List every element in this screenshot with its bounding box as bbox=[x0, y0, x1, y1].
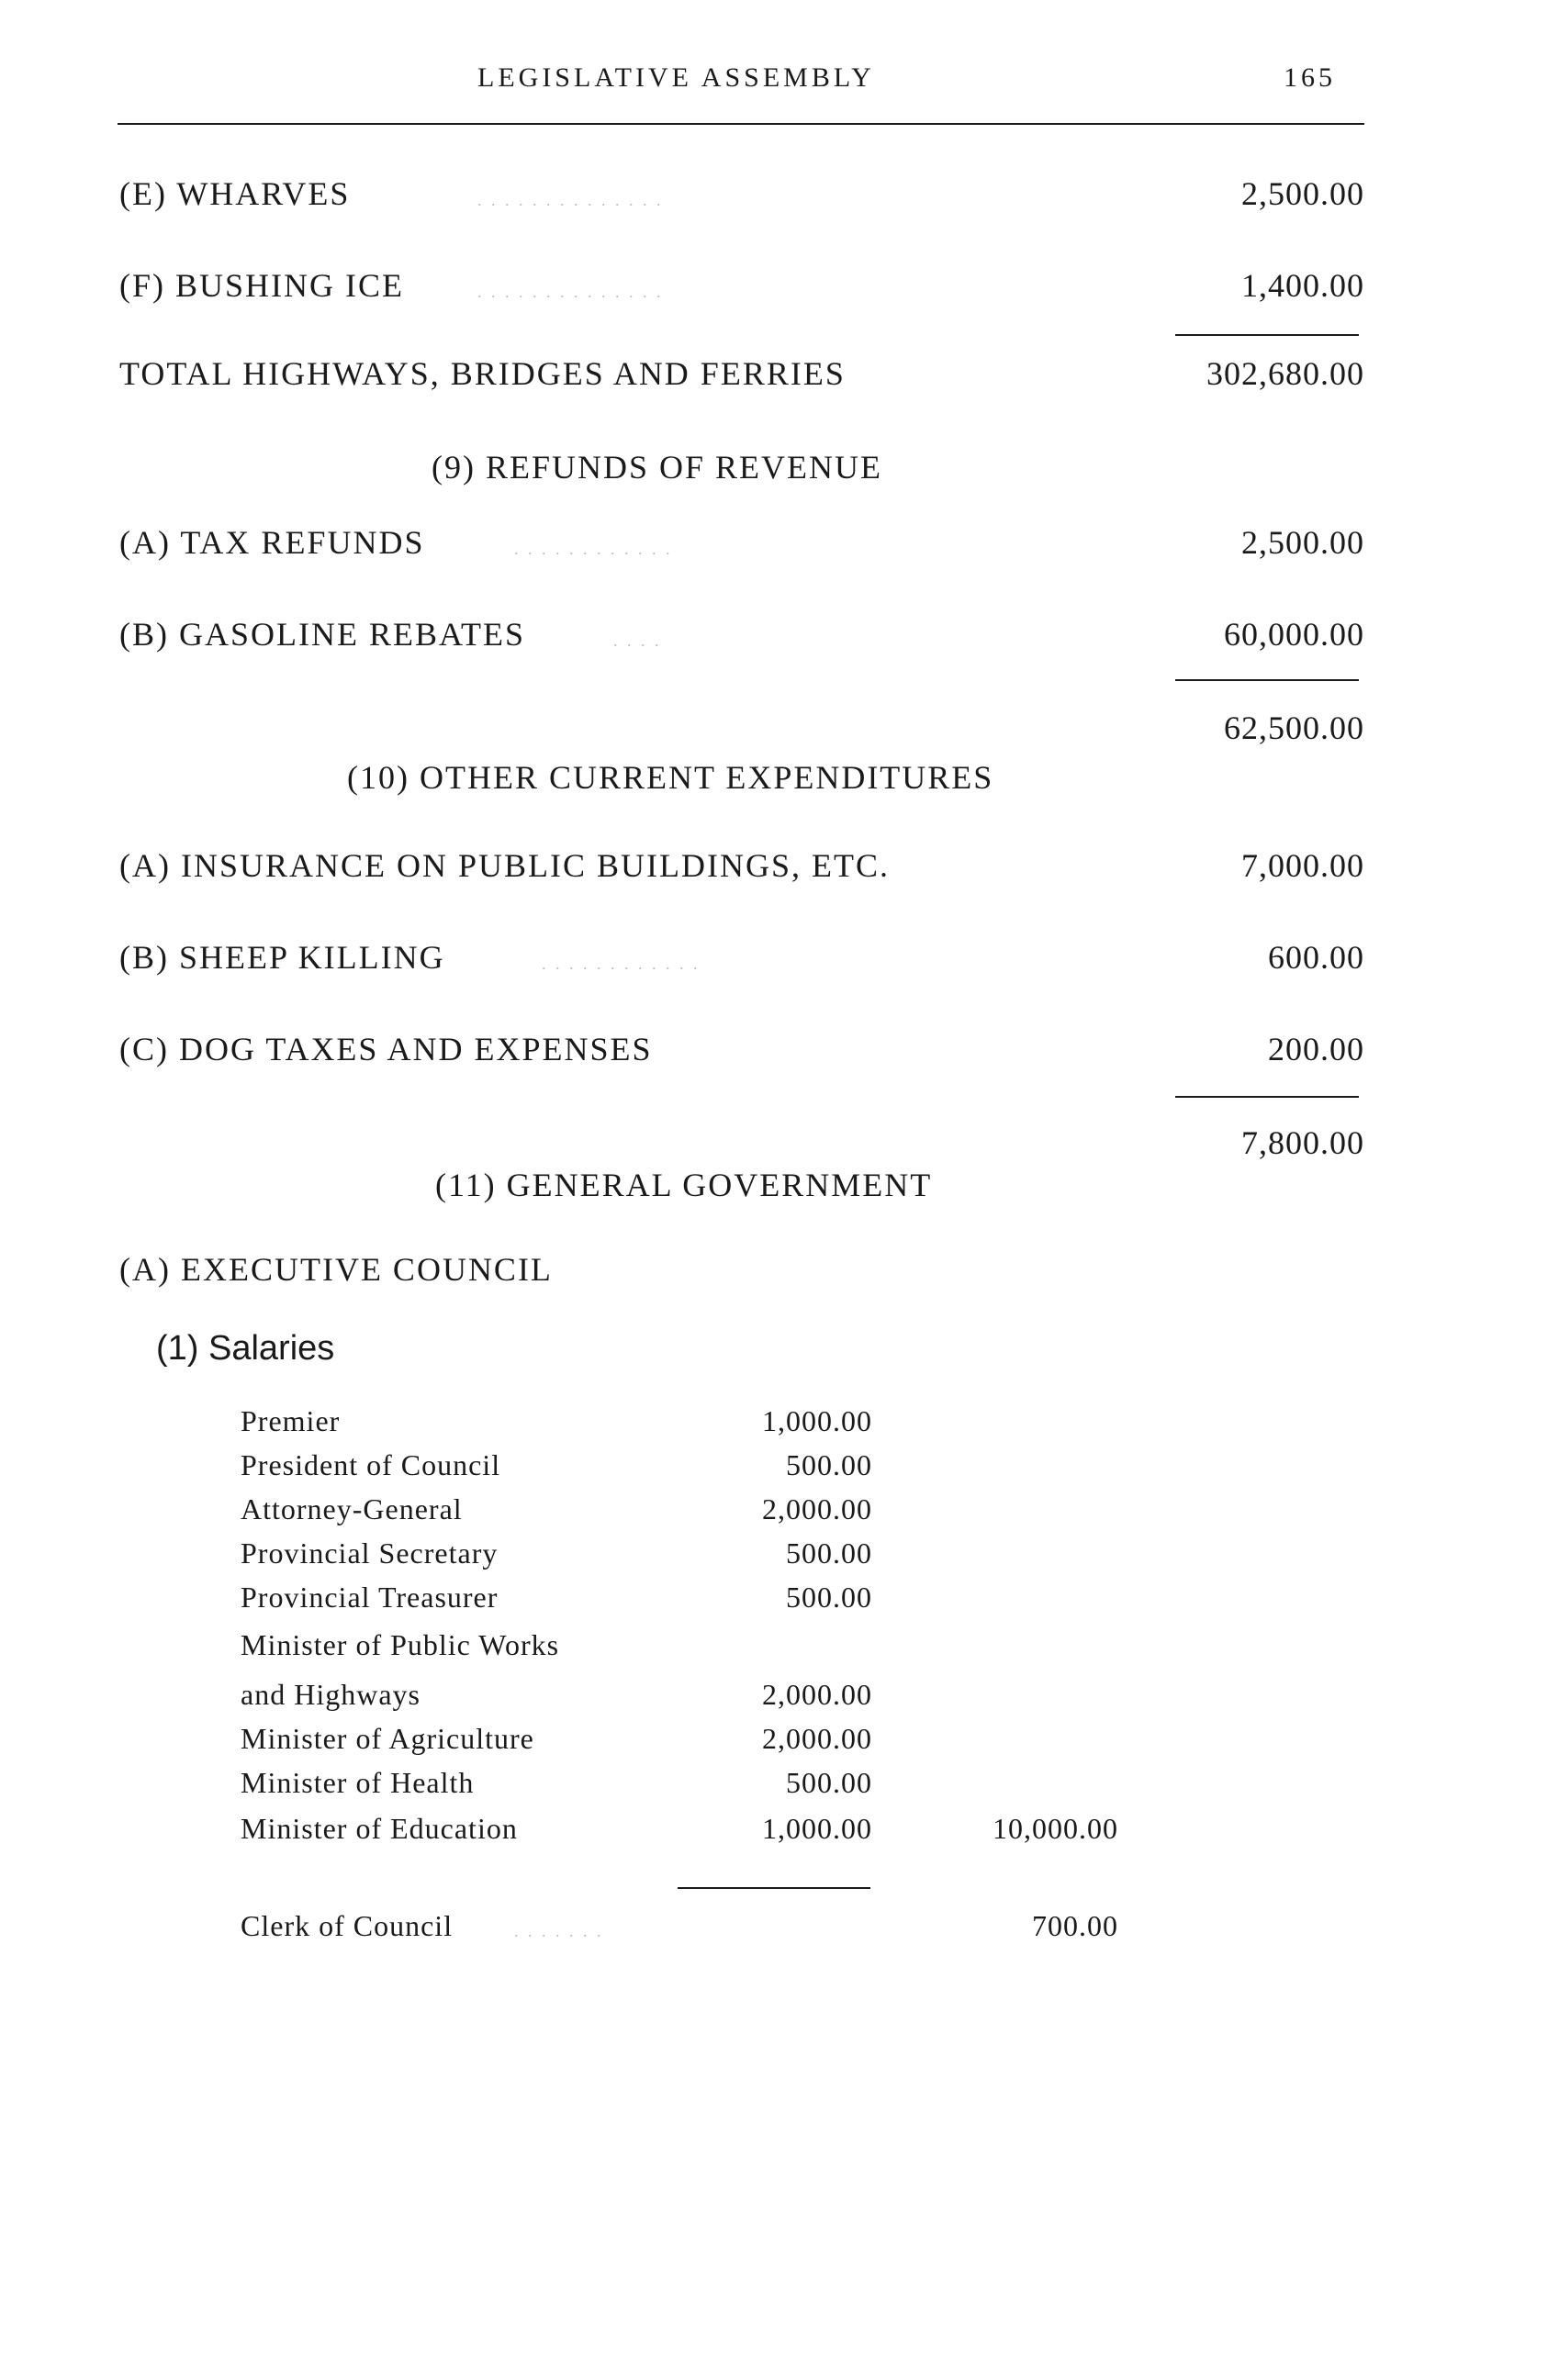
salaries-total: 10,000.00 bbox=[993, 1812, 1118, 1845]
salary-label: Provincial Secretary bbox=[241, 1536, 499, 1570]
clerk-label: Clerk of Council bbox=[241, 1909, 454, 1942]
item-amount: 7,000.00 bbox=[1241, 847, 1364, 884]
salary-label: Minister of Public Works bbox=[241, 1628, 560, 1661]
salary-amount: 500.00 bbox=[786, 1536, 872, 1570]
salary-label: President of Council bbox=[241, 1448, 501, 1481]
item-label: (A) TAX REFUNDS bbox=[119, 524, 425, 561]
dot-leader: . . . . . . . bbox=[514, 1922, 604, 1940]
item-amount: 2,500.00 bbox=[1241, 175, 1364, 212]
total-label: TOTAL HIGHWAYS, BRIDGES AND FERRIES bbox=[119, 355, 846, 392]
item-label: (A) INSURANCE ON PUBLIC BUILDINGS, ETC. bbox=[119, 847, 890, 884]
salary-label: Minister of Health bbox=[241, 1766, 475, 1799]
section-heading: (10) OTHER CURRENT EXPENDITURES bbox=[347, 759, 994, 796]
salaries-label: (1) Salaries bbox=[156, 1329, 335, 1368]
item-amount: 200.00 bbox=[1268, 1031, 1364, 1067]
salary-label: Premier bbox=[241, 1404, 341, 1437]
dot-leader: . . . . . . . . . . . . bbox=[542, 955, 701, 973]
item-amount: 600.00 bbox=[1268, 939, 1364, 976]
total-amount: 302,680.00 bbox=[1206, 355, 1364, 392]
section-heading: (11) GENERAL GOVERNMENT bbox=[435, 1167, 933, 1203]
dot-leader: . . . . . . . . . . . . bbox=[514, 540, 673, 558]
sum-rule bbox=[1175, 334, 1359, 336]
item-label: (C) DOG TAXES AND EXPENSES bbox=[119, 1031, 653, 1067]
item-label: (F) BUSHING ICE bbox=[119, 267, 405, 304]
subtotal-amount: 7,800.00 bbox=[1241, 1124, 1364, 1161]
dot-leader: . . . . . . . . . . . . . . bbox=[477, 191, 664, 209]
salary-label: Provincial Treasurer bbox=[241, 1581, 499, 1614]
page-number: 165 bbox=[1284, 62, 1336, 93]
item-label: (E) WHARVES bbox=[119, 175, 351, 212]
clerk-amount: 700.00 bbox=[1032, 1909, 1118, 1942]
subtotal-amount: 62,500.00 bbox=[1224, 710, 1364, 746]
salary-amount: 2,000.00 bbox=[762, 1492, 872, 1525]
salary-label: Attorney-General bbox=[241, 1492, 463, 1525]
item-label: (B) GASOLINE REBATES bbox=[119, 616, 525, 653]
salary-amount: 1,000.00 bbox=[762, 1812, 872, 1845]
item-label: (B) SHEEP KILLING bbox=[119, 939, 445, 976]
salary-amount: 500.00 bbox=[786, 1448, 872, 1481]
item-amount: 2,500.00 bbox=[1241, 524, 1364, 561]
salary-label: Minister of Agriculture bbox=[241, 1722, 534, 1755]
subsection-heading: (A) EXECUTIVE COUNCIL bbox=[119, 1251, 553, 1288]
sum-rule bbox=[1175, 1096, 1359, 1098]
item-amount: 1,400.00 bbox=[1241, 267, 1364, 304]
running-title: LEGISLATIVE ASSEMBLY bbox=[477, 62, 875, 93]
salary-label: Minister of Education bbox=[241, 1812, 518, 1845]
salary-amount: 1,000.00 bbox=[762, 1404, 872, 1437]
header-rule bbox=[118, 123, 1364, 125]
salary-amount: 2,000.00 bbox=[762, 1722, 872, 1755]
salary-amount: 2,000.00 bbox=[762, 1678, 872, 1711]
salary-amount: 500.00 bbox=[786, 1581, 872, 1614]
sum-rule bbox=[678, 1887, 870, 1889]
salary-label: and Highways bbox=[241, 1678, 421, 1711]
salary-amount: 500.00 bbox=[786, 1766, 872, 1799]
section-heading: (9) REFUNDS OF REVENUE bbox=[432, 449, 883, 486]
dot-leader: . . . . bbox=[613, 631, 662, 650]
sum-rule bbox=[1175, 679, 1359, 681]
dot-leader: . . . . . . . . . . . . . . bbox=[477, 283, 664, 301]
item-amount: 60,000.00 bbox=[1224, 616, 1364, 653]
